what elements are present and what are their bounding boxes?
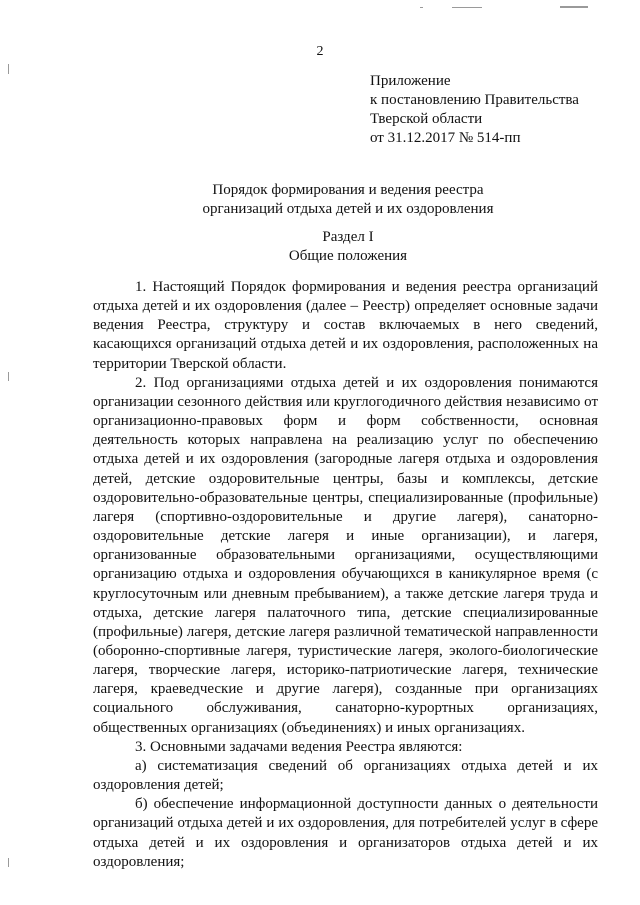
paragraph-3a: а) систематизация сведений об организациях отдыха детей и их оздоровления детей; (93, 757, 598, 794)
scan-edge-mark (8, 858, 9, 867)
appendix-block (370, 72, 579, 148)
appendix-date-number: от 31.12.2017 № 514-пп (370, 130, 521, 146)
scan-edge-mark (8, 372, 9, 381)
scan-edge-mark (560, 6, 588, 8)
scan-edge-mark (8, 64, 9, 74)
title-line-1: Порядок формирования и ведения реестра (212, 182, 484, 198)
scan-edge-mark (452, 7, 482, 8)
paragraph-3b: б) обеспечение информационной доступности данных о деятельности организаций отдыха детей и их оздоровления, для потребителей услуг в сфере отдыха детей и их оздоровления и организаторов отдыха детей и их оздоровления; (93, 796, 598, 870)
section-number: Раздел I (322, 229, 374, 245)
appendix-region: Тверской области (370, 111, 483, 127)
body-text (93, 278, 598, 872)
page-number: 2 (316, 44, 324, 59)
appendix-resolution: к постановлению Правительства (370, 92, 579, 108)
paragraph-2: 2. Под организациями отдыха детей и их оздоровления понимаются организации сезонного действия или круглогодичного действия независимо от организационно-правовых форм и форм собственности, основная деятельность которых направлена на реализацию услуг по обеспечению отдыха детей и их оздоровления (загородные лагеря отдыха и оздоровления детей, детские оздоровительные центры, базы и комплексы, детские оздоровительно-образовательные центры, специализированные (профильные) лагеря (спортивно-оздоровительные и другие лагеря), санаторно-оздоровительные детские лагеря и иные организации), и лагеря, организованные образовательными организациями, осуществляющими организацию отдыха и оздоровления обучающихся в каникулярное время (с круглосуточным или дневным пребыванием), а также детские лагеря труда и отдыха, детские лагеря палаточного типа, детские специализированные (профильные) лагеря, детские лагеря различной тематической направленности (оборонно-спортивные лагеря, туристические лагеря, эколого-биологические лагеря, творческие лагеря, историко-патриотические лагеря, технические лагеря, краеведческие и другие лагеря), созданные при организациях социального обслуживания, санаторно-курортных организациях, общественных организациях (объединениях) и иных организациях. (93, 374, 598, 736)
section-name: Общие положения (288, 248, 408, 264)
document-title (60, 181, 636, 219)
paragraph-3: 3. Основными задачами ведения Реестра являются: (135, 738, 463, 755)
section-heading (60, 228, 636, 266)
title-line-2: организаций отдыха детей и их оздоровления (202, 201, 494, 217)
scan-edge-mark (420, 7, 423, 8)
appendix-label: Приложение (370, 73, 451, 89)
paragraph-1: 1. Настоящий Порядок формирования и ведения реестра организаций отдыха детей и их оздоровления (далее – Реестр) определяет основные задачи ведения Реестра, структуру и состав включаемых в него сведений, касающихся организаций отдыха детей и их оздоровления, расположенных на территории Тверской области. (93, 279, 598, 372)
